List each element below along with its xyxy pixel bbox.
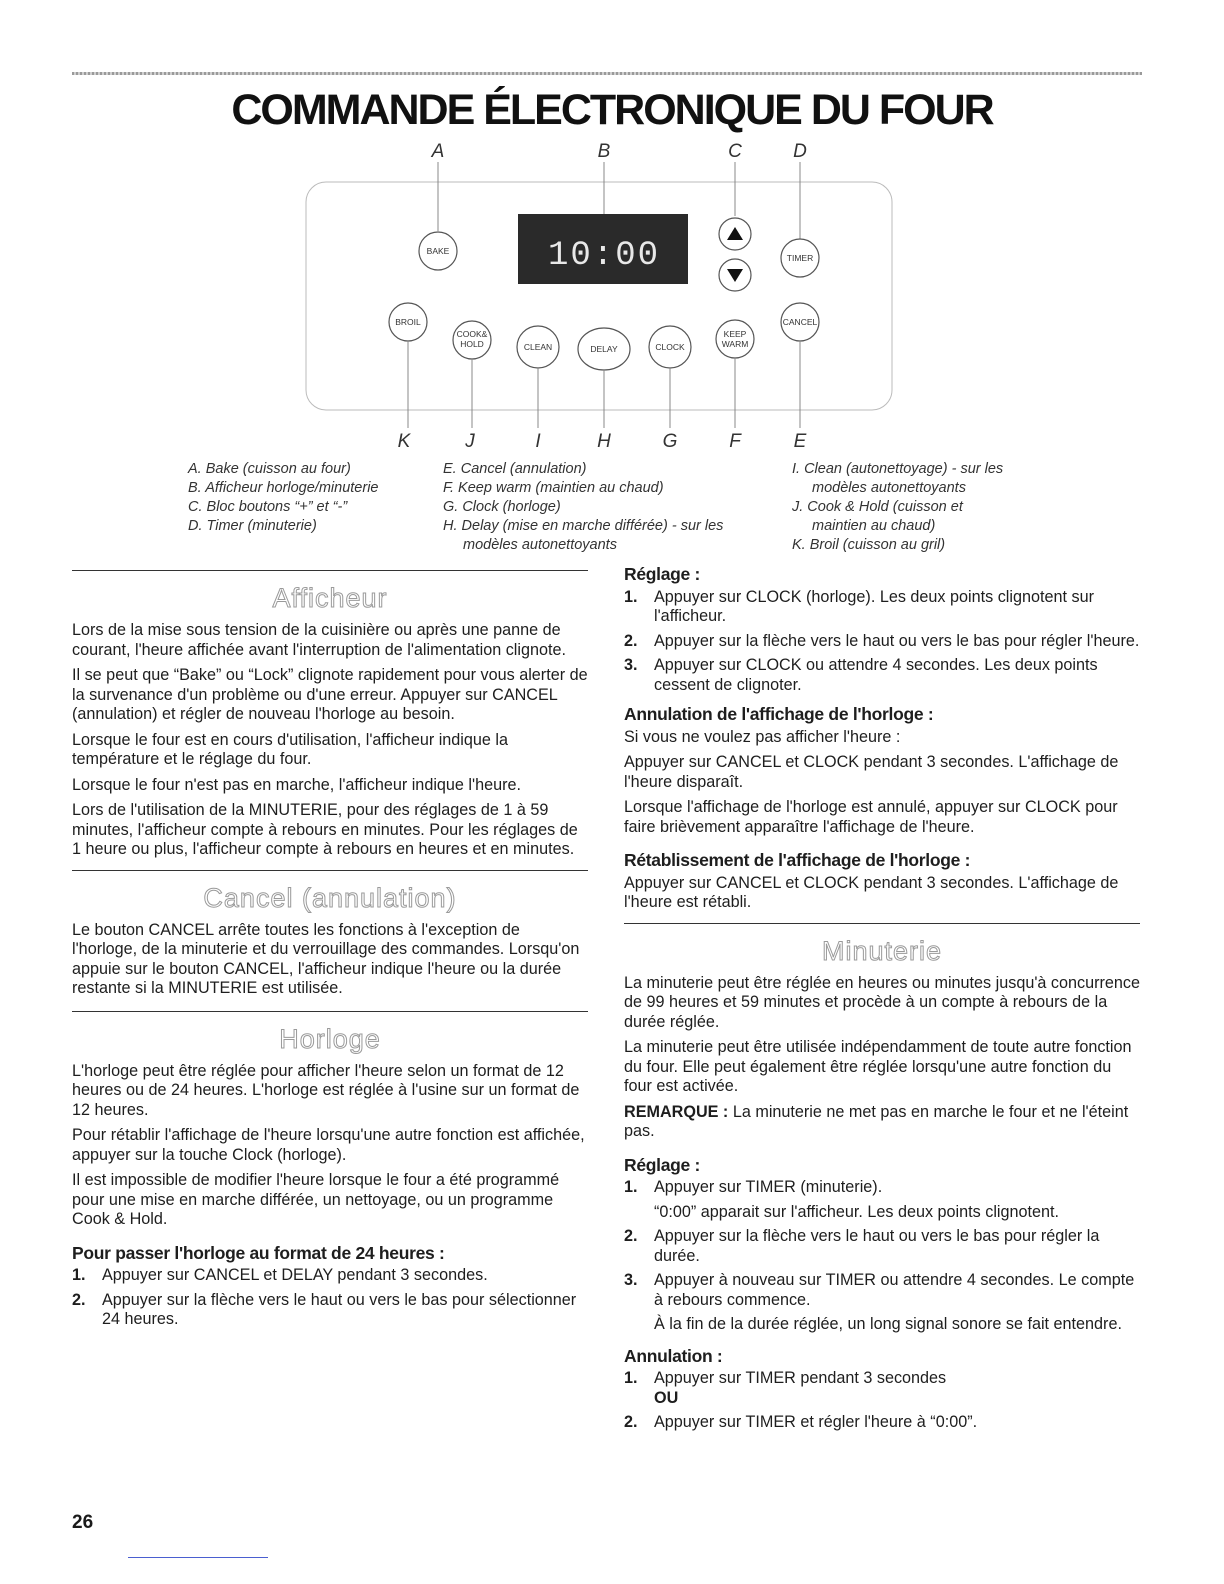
list-item: 1. Appuyer sur CLOCK (horloge). Les deux points clignotent sur l'afficheur. [624, 587, 1094, 625]
letter-g: G [662, 431, 678, 452]
annulation-minuterie-steps [624, 1369, 1140, 1433]
legend-item: F. Keep warm (maintien au chaud) [443, 480, 664, 496]
list-item: 3. Appuyer sur CLOCK ou attendre 4 secondes. Les deux points cessent de clignoter. [624, 656, 1098, 694]
paragraph: Si vous ne voulez pas afficher l'heure : [624, 727, 901, 746]
paragraph: Le bouton CANCEL arrête toutes les fonctions à l'exception de l'horloge, de la minuterie et du verrouillage des commandes. Lorsqu'on appuie sur le bouton CANCEL, l'afficheur indique l'heure ou la durée restante si la MINUTERIE est utilisée. [72, 920, 580, 997]
broil-label: BROIL [395, 317, 421, 327]
subheading-retablissement: Rétablissement de l'affichage de l'horloge : [624, 850, 971, 870]
letter-e: E [793, 431, 807, 452]
subheading-annulation-affichage: Annulation de l'affichage de l'horloge : [624, 704, 934, 724]
letter-a: A [431, 141, 445, 162]
paragraph: L'horloge peut être réglée pour afficher l'heure selon un format de 12 heures ou de 24 heures. L'horloge est réglée à l'usine sur un format de 12 heures. [72, 1061, 580, 1119]
note-label: REMARQUE : [624, 1102, 729, 1121]
letter-k: K [397, 431, 411, 452]
legend-item-cont: maintien au chaud) [812, 518, 936, 534]
reglage-minuterie-steps [624, 1178, 1140, 1335]
letter-b: B [597, 141, 611, 162]
list-item: 2. Appuyer sur TIMER et régler l'heure à “0:00”. [624, 1413, 978, 1431]
list-item: 2. Appuyer sur la flèche vers le haut ou vers le bas pour sélectionner 24 heures. [72, 1290, 577, 1328]
section-rule [624, 923, 1140, 924]
letter-f: F [729, 431, 741, 452]
paragraph: Il se peut que “Bake” ou “Lock” clignote rapidement pour vous alerter de la survenance d'un problème ou d'une erreur. Appuyer sur CANCEL (annulation) et régler de nouveau l'horloge au besoin. [72, 666, 588, 723]
cook-hold-label-1: COOK& [456, 329, 488, 339]
subheading-reglage-clock: Réglage : [624, 564, 701, 584]
section-rule [72, 1011, 588, 1012]
section-rule [72, 870, 588, 871]
subheading-reglage-minuterie: Réglage : [624, 1154, 701, 1175]
display-time: 10:00 [547, 237, 661, 275]
section-title-afficheur: Afficheur [272, 583, 388, 613]
legend-item: C. Bloc boutons “+” et “-” [188, 499, 348, 515]
cook-hold-label-2: HOLD [460, 339, 484, 349]
paragraph: Lors de la mise sous tension de la cuisinière ou après une panne de courant, l'heure affichée avant l'interruption de l'alimentation clignote. [72, 621, 567, 659]
list-item: 2. Appuyer sur la flèche vers le haut ou vers le bas pour régler l'heure. [624, 631, 1140, 650]
paragraph: La minuterie peut être réglée en heures ou minutes jusqu'à concurrence de 99 heures et 59 minutes et procède à un compte à rebours de la durée réglée. [624, 973, 1141, 1031]
legend-item: G. Clock (horloge) [443, 499, 561, 515]
section-title-cancel: Cancel (annulation) [203, 882, 457, 913]
legend-col-3 [792, 460, 1003, 555]
section-title-minuterie: Minuterie [821, 935, 943, 966]
list-item: 1. Appuyer sur TIMER pendant 3 secondes OU [624, 1369, 947, 1407]
control-panel-diagram [0, 0, 1224, 460]
paragraph: Lorsque le four n'est pas en marche, l'afficheur indique l'heure. [72, 775, 522, 794]
left-column [72, 560, 588, 1336]
clock-label: CLOCK [655, 342, 685, 352]
section-title-horloge: Horloge [279, 1023, 381, 1054]
reglage-clock-steps [624, 588, 1140, 696]
format-24h-steps [72, 1266, 588, 1330]
legend-item-cont: modèles autonettoyants [463, 537, 617, 553]
legend-item: B. Afficheur horloge/minuterie [188, 480, 379, 496]
letter-h: H [597, 431, 611, 452]
subheading-annulation-minuterie: Annulation : [624, 1345, 723, 1366]
legend-item: H. Delay (mise en marche différée) - sur les [443, 518, 724, 534]
clean-label: CLEAN [523, 342, 553, 352]
paragraph: Il est impossible de modifier l'heure lorsque le four a été programmé pour une mise en marche différée, un nettoyage, ou un programme Cook & Hold. [72, 1171, 560, 1228]
note-text: La minuterie ne met pas en marche le four et ne l'éteint pas. [624, 1102, 1129, 1140]
list-item: 2. Appuyer sur la flèche vers le haut ou vers le bas pour régler la durée. [624, 1227, 1100, 1265]
legend-item: J. Cook & Hold (cuisson et [792, 499, 963, 515]
legend-item: D. Timer (minuterie) [188, 518, 317, 534]
paragraph: La minuterie peut être utilisée indépendamment de toute autre fonction du four. Elle peut également être réglée lorsqu'une autre fonction du four est activée. [624, 1038, 1132, 1095]
paragraph: Appuyer sur CANCEL et CLOCK pendant 3 secondes. L'affichage de l'heure est rétabli. [624, 873, 1119, 911]
legend-item-cont: modèles autonettoyants [812, 480, 966, 496]
paragraph: Appuyer sur CANCEL et CLOCK pendant 3 secondes. L'affichage de l'heure disparaît. [624, 753, 1119, 791]
page-number: 26 [72, 1512, 94, 1533]
note-paragraph [624, 1103, 1140, 1142]
letter-i: I [535, 431, 541, 452]
legend-item: K. Broil (cuisson au gril) [792, 537, 946, 553]
list-item: 3. Appuyer à nouveau sur TIMER ou attendre 4 secondes. Le compte à rebours commence. À la fin de la durée réglée, un long signal sonore se fait entendre. [624, 1271, 1135, 1333]
legend-col-2 [443, 460, 723, 555]
letter-d: D [793, 141, 807, 162]
paragraph: Lorsque le four est en cours d'utilisation, l'afficheur indique la température et le réglage du four. [72, 730, 509, 768]
keep-warm-label-2: WARM [721, 339, 749, 349]
keep-warm-label-1: KEEP [723, 329, 747, 339]
cancel-label: CANCEL [782, 317, 818, 327]
paragraph: Lorsque l'affichage de l'horloge est annulé, appuyer sur CLOCK pour faire brièvement apparaître l'affichage de l'heure. [624, 798, 1118, 836]
legend-col-1 [188, 460, 378, 536]
legend-item: A. Bake (cuisson au four) [188, 461, 351, 477]
right-column [624, 560, 1140, 1439]
paragraph: Lors de l'utilisation de la MINUTERIE, pour des réglages de 1 à 59 minutes, l'afficheur compte à rebours en minutes. Pour les réglages de 1 heure ou plus, l'afficheur compte à rebours en heures et en minutes. [72, 801, 578, 858]
letter-j: J [465, 431, 475, 452]
subheading-format-24h: Pour passer l'horloge au format de 24 heures : [72, 1242, 445, 1263]
section-rule [72, 570, 588, 571]
bake-label: BAKE [426, 246, 450, 256]
paragraph: Pour rétablir l'affichage de l'heure lorsqu'une autre fonction est affichée, appuyer sur la touche Clock (horloge). [72, 1126, 585, 1164]
list-item: 1. Appuyer sur TIMER (minuterie). “0:00” apparait sur l'afficheur. Les deux points clignotent. [624, 1178, 1060, 1221]
bottom-link-line [128, 1557, 268, 1558]
delay-label: DELAY [590, 344, 618, 354]
legend-item: E. Cancel (annulation) [443, 461, 587, 477]
letter-c: C [728, 141, 742, 162]
legend-item: I. Clean (autonettoyage) - sur les [792, 461, 1004, 477]
list-item: 1. Appuyer sur CANCEL et DELAY pendant 3 secondes. [72, 1266, 488, 1284]
page-title: COMMANDE ÉLECTRONIQUE DU FOUR [231, 86, 993, 134]
timer-label: TIMER [786, 253, 814, 263]
